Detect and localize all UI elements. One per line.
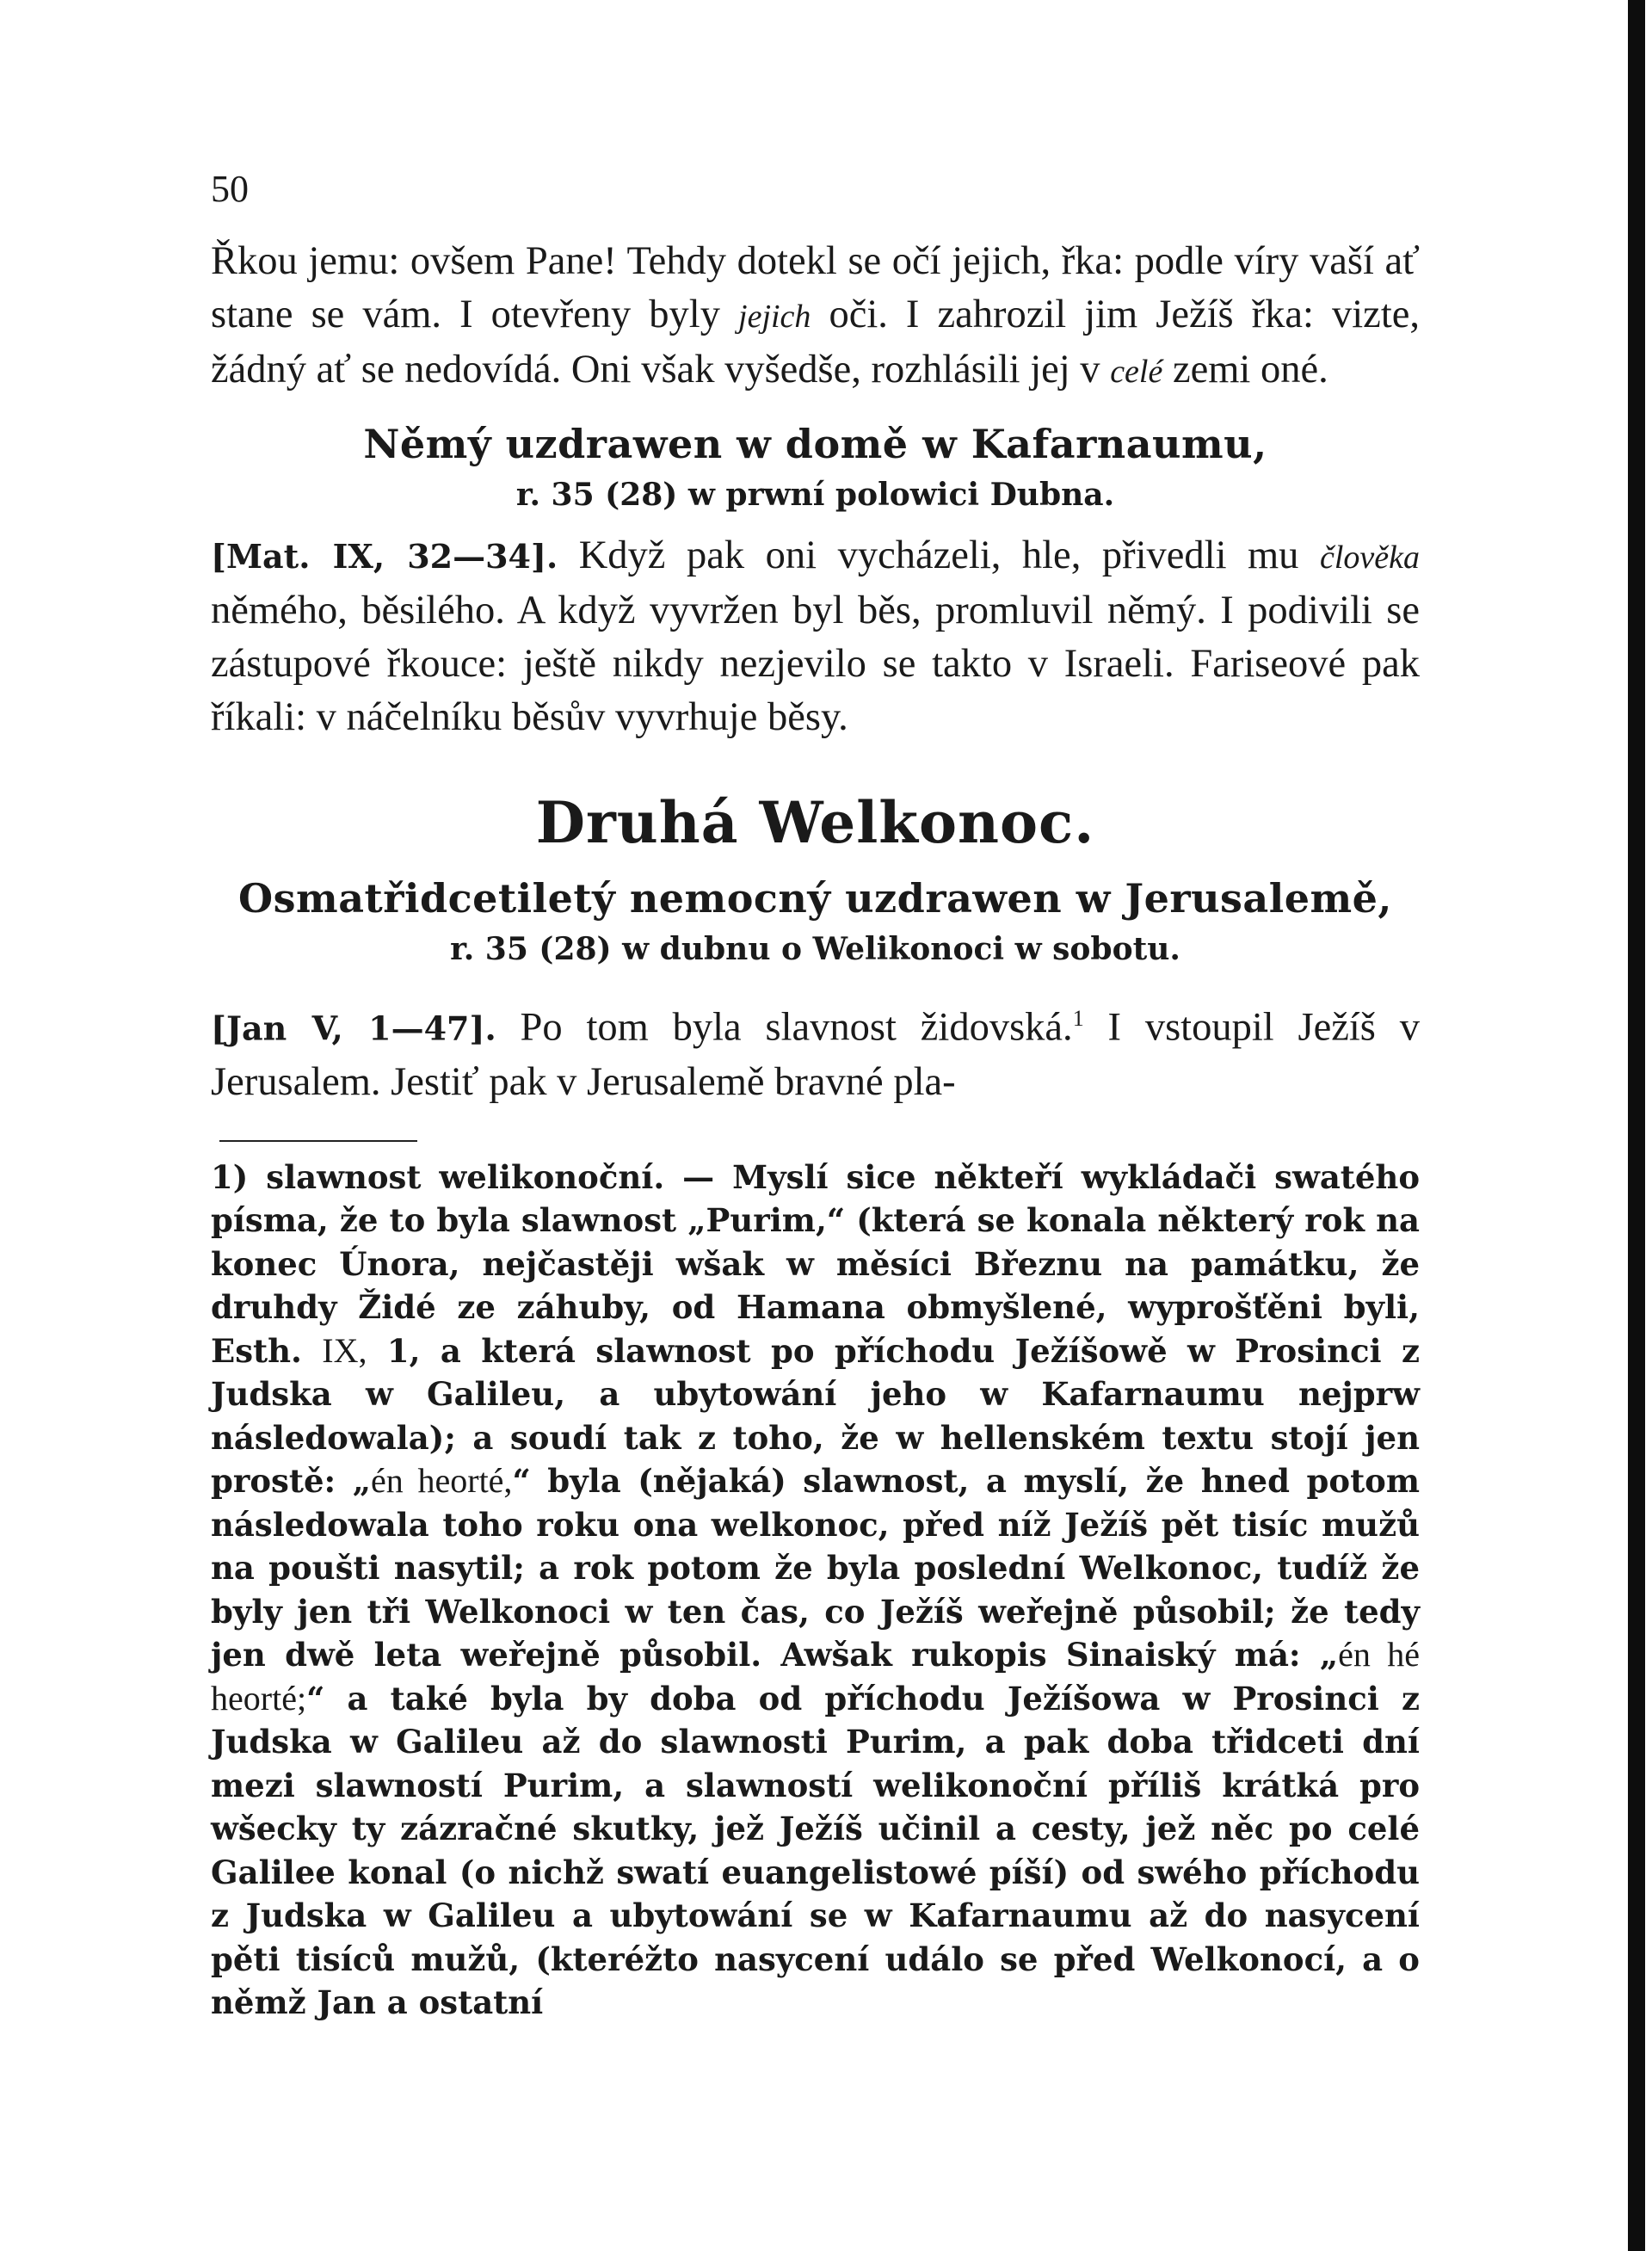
section1-paragraph [211, 529, 1420, 744]
section1-heading: Němý uzdrawen w domě w Kafarnaumu, [363, 421, 1267, 467]
intro-text-c: zemi oné. [1162, 348, 1328, 392]
section1-subheading: r. 35 (28) w prwní polowici Dubna. [515, 477, 1115, 513]
intro-text-b: oči. I zahrozil jim Ježíš řka: vizte, žádný ať se nedovídá. Oni však vyšedše, rozhlásili jej v [211, 293, 1421, 392]
footnote-text-d: “ a také byla by doba od příchodu Ježíšowa w Prosinci z Judska w Galileu až do slawnosti Purim, a pak doba třidceti dní mezi slawností Purim, a slawností welikonoční příliš krátká pro wšecky ty zázračné skutky, jež Ježíš učinil a cesty, jež něc po celé Galilee konal (o nichž swatí euangelistowé píší) od swého příchodu z Judska w Galileu a ubytowání se w Kafarnaumu až do nasycení pěti tisíců mužů, (kteréžto nasycení událo se před Welkonocí, a o němž Jan a ostatní [211, 1679, 1420, 2021]
intro-paragraph [211, 235, 1420, 398]
footnote-text-a: slawnost welikonoční. — Myslí sice někteří wykládači swatého písma, že to byla slawnost „Purim,“ (která se konala některý rok na konec Února, nejčastěji wšak w měsíci Březnu na památku, že druhdy Židé ze záhuby, od Hamana obmyšlené, wyprošťěni byli, Esth. [211, 1157, 1420, 1370]
section1-reference: [Mat. IX, 32—34]. [211, 537, 558, 576]
section2-subheading: r. 35 (28) w dubnu o Welikonoci w sobotu. [450, 931, 1180, 967]
footnote-marker: 1 [1072, 1006, 1084, 1031]
section2-heading: Osmatřidcetiletý nemocný uzdrawen w Jerusalemě, [238, 875, 1392, 922]
section2-paragraph [211, 992, 1420, 1109]
section1-text-b: němého, běsilého. A když vyvržen byl běs, promluvil němý. I podivili se zástupové řkouce: ještě nikdy nezjevilo se takto v Israeli. Fariseové pak říkali: v náčelníku běsův vyvrhuje běsy. [211, 589, 1420, 739]
footnote-roman-a: IX, [322, 1330, 367, 1370]
page-number: 50 [211, 168, 249, 210]
footnote-number: 1) [211, 1157, 249, 1196]
page-edge-rule [1628, 0, 1645, 2251]
intro-text-a: Řkou jemu: ovšem Pane! Tehdy dotekl se očí jejich, řka: podle víry vaší ať stane se vám. I otevřeny byly [211, 239, 1420, 336]
footnote-roman-c: én hé heorté; [211, 1635, 1420, 1718]
section1-text-a: Když pak oni vycházeli, hle, přivedli mu [558, 533, 1320, 577]
footnote-text-b: 1, a která slawnost po příchodu Ježíšowě w Prosinci z Judska w Galileu, a ubytowání jeho w Kafarnaumu nejprw následowala); a soudí tak z toho, že w hellenském textu stojí jen prostě: „ [211, 1331, 1420, 1500]
section1-italic-a: člověka [1319, 540, 1420, 576]
intro-italic-a: jejich [738, 299, 811, 335]
intro-italic-b: celé [1110, 354, 1163, 390]
section2-reference: [Jan V, 1—47]. [211, 1008, 496, 1048]
footnote-rule [219, 1140, 417, 1142]
section2-text-b: I vstoupil Ježíš v Jerusalem. Jestiť pak v Jerusalemě bravné pla- [211, 1005, 1420, 1104]
footnote-text-c: “ byla (nějaká) slawnost, a myslí, že hned potom následowala toho roku ona welkonoc, před níž Ježíš pět tisíc mužů na poušti nasytil; a rok potom že byla poslední Welkonoc, tudíž že byly jen tři Welkonoci w ten čas, co Ježíš weřejně působil; že tedy jen dwě leta weřejně působil. Awšak rukopis Sinaiský má: „ [211, 1462, 1420, 1674]
section2-main-heading: Druhá Welkonoc. [535, 789, 1095, 856]
section2-text-a: Po tom byla slavnost židovská. [496, 1005, 1073, 1050]
footnote [211, 1156, 1420, 2025]
book-page [211, 168, 1420, 2025]
footnote-roman-b: én heorté, [371, 1461, 513, 1500]
